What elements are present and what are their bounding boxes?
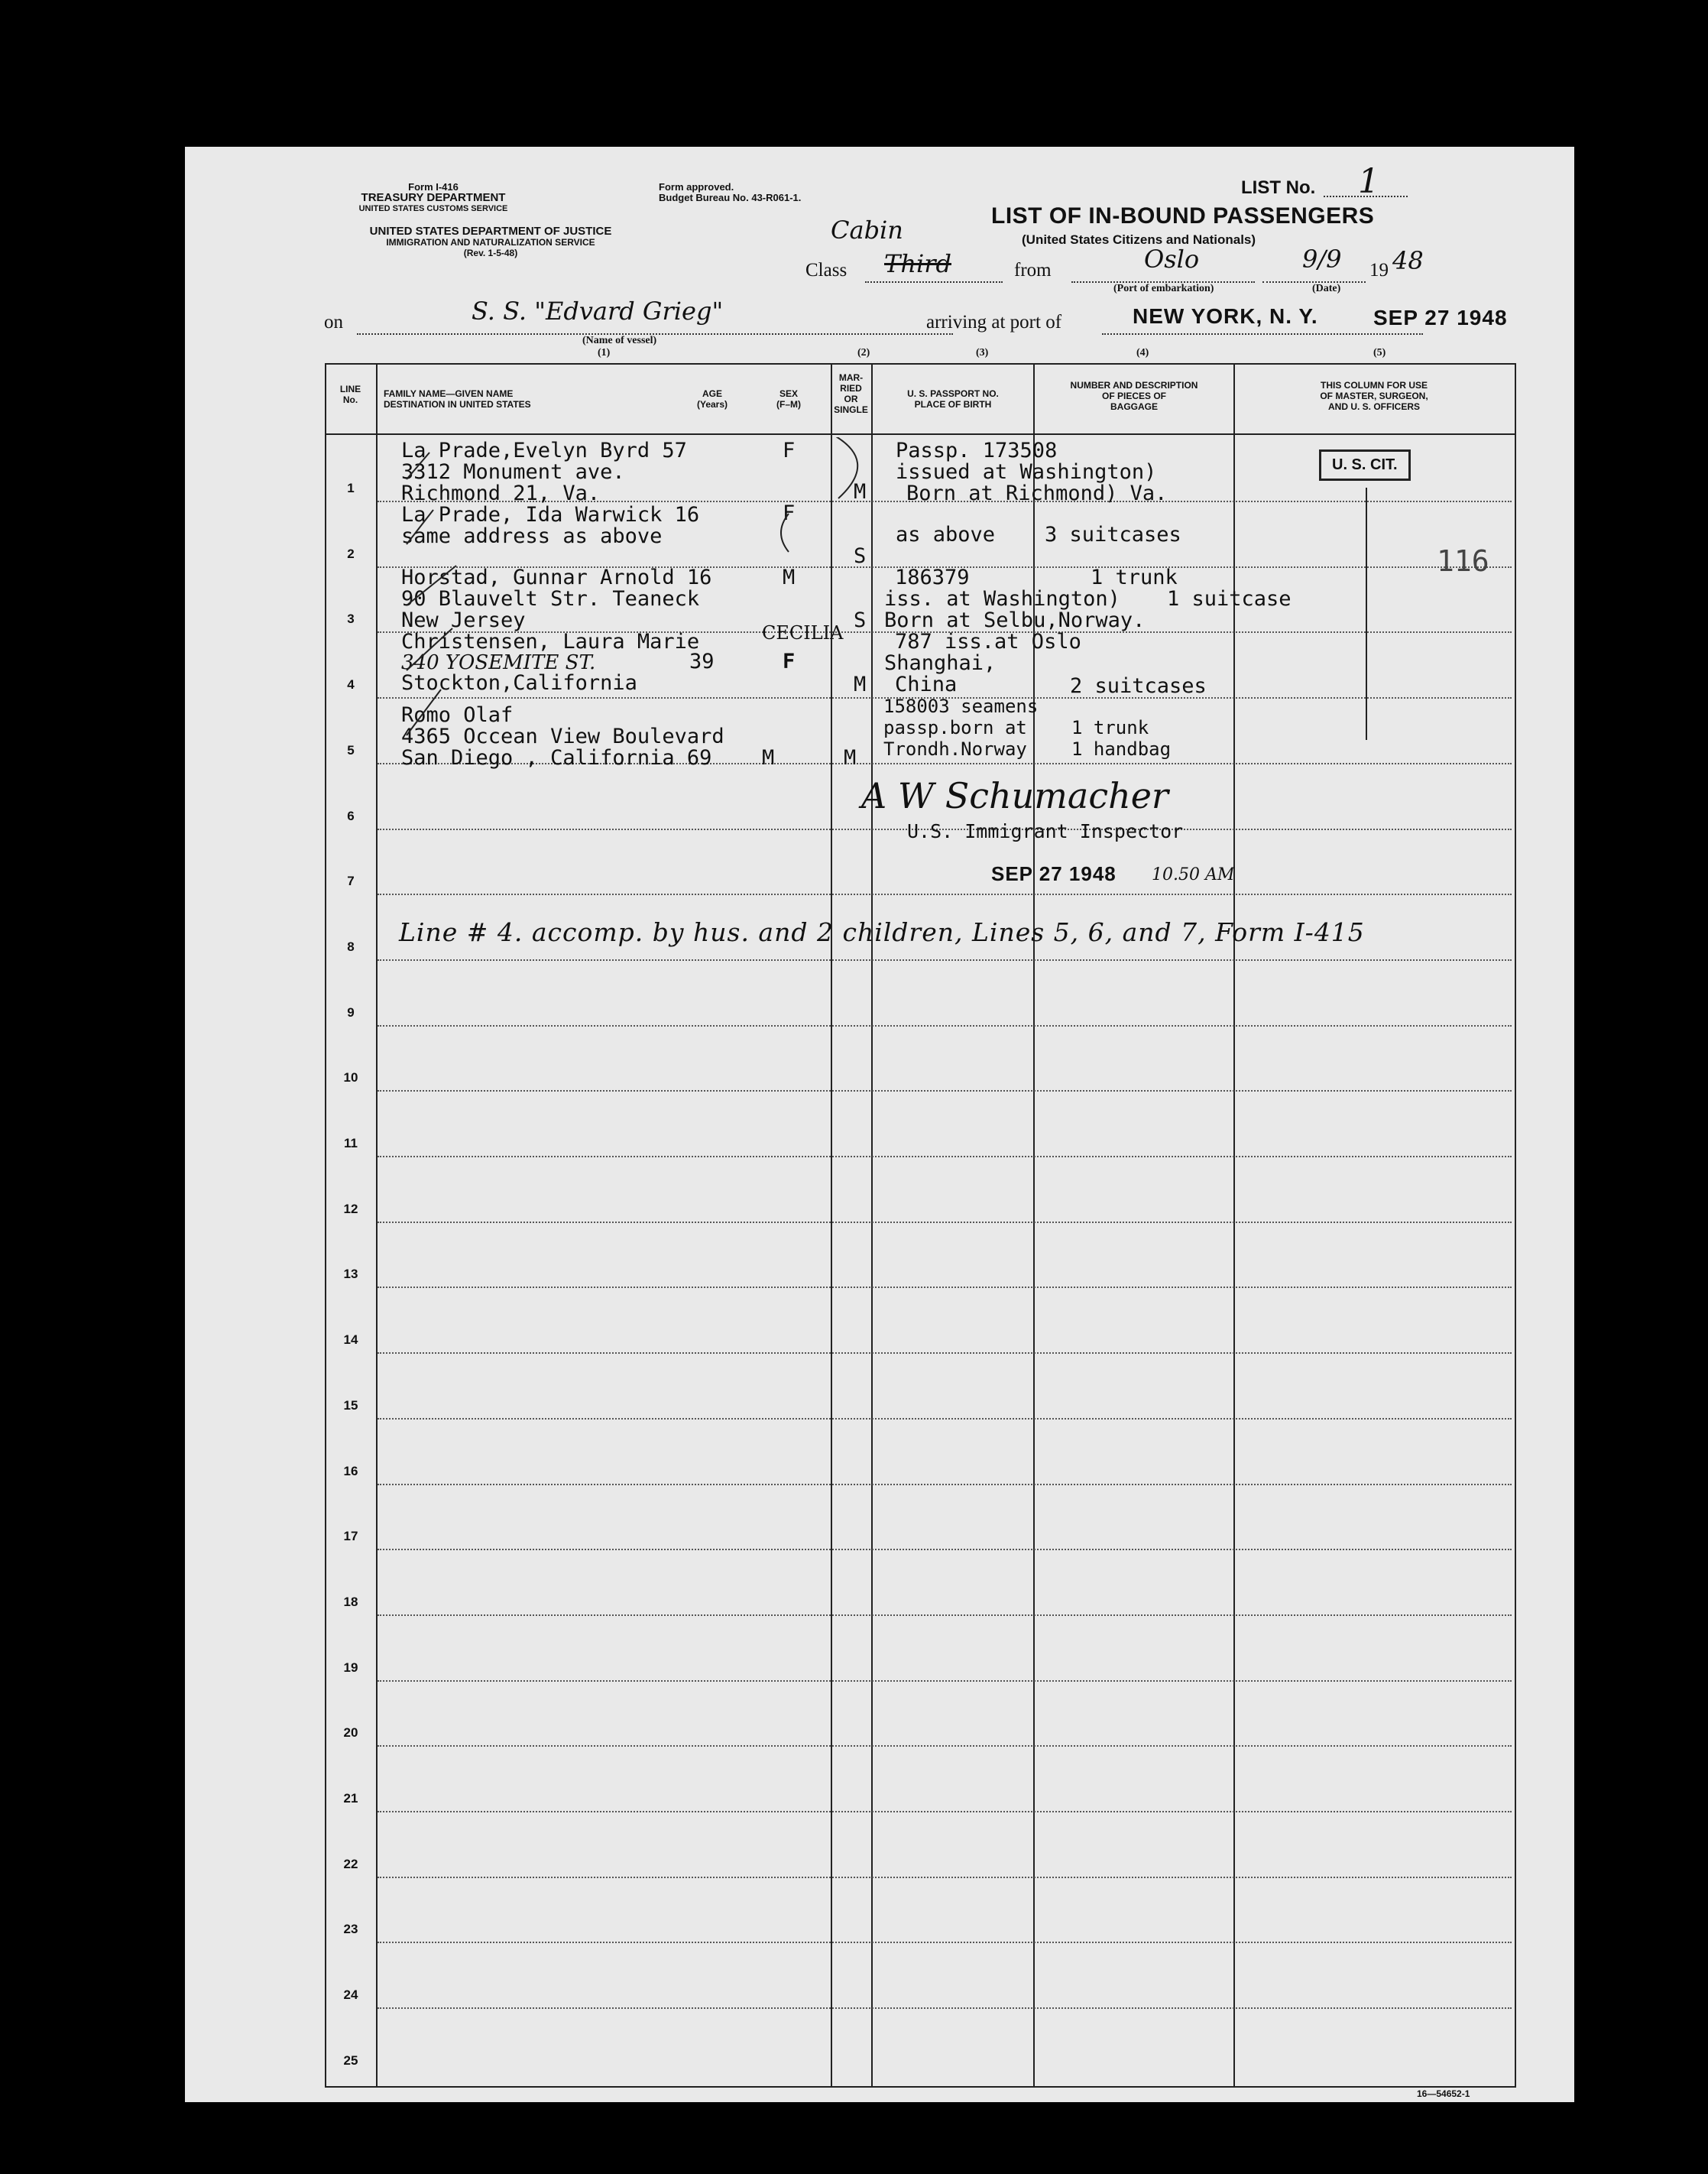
- line-number: 21: [343, 1791, 358, 1806]
- entry-1-passport: Passp. 173508: [896, 439, 1058, 462]
- entry-2-baggage: 3 suitcases: [1045, 523, 1181, 547]
- entry-4-baggage: 2 suitcases: [1070, 674, 1207, 698]
- line-number: 19: [343, 1660, 358, 1675]
- inspector-title: U.S. Immigrant Inspector: [907, 820, 1184, 842]
- col-header-married: MAR- RIED OR SINGLE: [834, 372, 868, 415]
- entry-3-issued: iss. at Washington): [884, 587, 1120, 611]
- entry-5-address-1: 4365 Occean View Boulevard: [401, 725, 724, 748]
- inspection-date-stamp: SEP 27 1948: [991, 862, 1117, 885]
- us-citizen-stamp: U. S. CIT.: [1319, 449, 1411, 481]
- entry-5-birthplace: Trondh.Norway: [883, 738, 1027, 760]
- entry-2-passport: as above: [896, 523, 996, 547]
- check-marks: [361, 437, 1431, 774]
- year-prefix: 19: [1369, 260, 1389, 281]
- class-label: Class: [805, 260, 848, 281]
- entry-3-name: Horstad, Gunnar Arnold 16: [401, 566, 712, 589]
- arrival-date-stamp: SEP 27 1948: [1373, 306, 1508, 329]
- row-rule: [378, 1222, 1512, 1223]
- entry-2-sex: F: [783, 501, 796, 525]
- doj-header: UNITED STATES DEPARTMENT OF JUSTICE: [369, 225, 612, 238]
- row-rule: [378, 1287, 1512, 1288]
- entry-3-birthplace: Born at Selbu,Norway.: [884, 608, 1146, 632]
- row-rule: [378, 1614, 1512, 1616]
- entry-5-baggage-2: 1 handbag: [1071, 738, 1172, 760]
- year-handwritten: 48: [1392, 246, 1424, 275]
- ins-header: IMMIGRATION AND NATURALIZATION SERVICE: [386, 237, 595, 248]
- row-rule: [378, 1549, 1512, 1550]
- line-number: 1: [347, 481, 355, 495]
- entry-3-baggage-1: 1 trunk: [1091, 566, 1178, 589]
- row-rule: [378, 894, 1512, 895]
- col-header-name: FAMILY NAME—GIVEN NAME DESTINATION IN UNITED STATES: [384, 388, 531, 410]
- line-number: 14: [343, 1332, 358, 1347]
- officer-bracket-line: [1366, 488, 1367, 740]
- inspection-time-note: 10.50 AM: [1152, 865, 1235, 884]
- list-no-value: 1: [1358, 162, 1379, 201]
- line-number: 12: [343, 1202, 358, 1216]
- col-header-officers: THIS COLUMN FOR USE OF MASTER, SURGEON, AND U. S. OFFICERS: [1320, 380, 1428, 412]
- on-label: on: [324, 312, 343, 333]
- budget-bureau: Budget Bureau No. 43-R061-1.: [659, 192, 802, 203]
- row-rule: [378, 1352, 1512, 1354]
- col-number-3: (3): [976, 347, 989, 359]
- row-rule: [378, 1156, 1512, 1157]
- line-number: 2: [347, 547, 355, 561]
- line-number: 8: [347, 939, 355, 954]
- form-approved: Form approved.: [659, 181, 734, 193]
- rev-date: (Rev. 1-5-48): [463, 248, 518, 258]
- row-rule: [378, 1811, 1512, 1812]
- entry-1-name: La Prade,Evelyn Byrd 57: [401, 439, 687, 462]
- departure-date: 9/9: [1302, 245, 1342, 274]
- treasury-dept: TREASURY DEPARTMENT: [361, 191, 506, 204]
- row-rule: [378, 1025, 1512, 1027]
- line-number: 7: [347, 874, 355, 888]
- inspector-signature: A W Schumacher: [861, 775, 1168, 816]
- entry-3-sex: M: [783, 566, 796, 589]
- row-rule: [378, 1090, 1512, 1092]
- col-number-5: (5): [1373, 347, 1386, 359]
- line-number: 3: [347, 612, 355, 626]
- col-number-1: (1): [598, 347, 611, 359]
- entry-1-issued: issued at Washington): [896, 460, 1157, 484]
- entry-4-passport: 787 iss.at Oslo: [895, 630, 1081, 654]
- entry-4-age: 39: [689, 650, 715, 673]
- entry-2-name: La Prade, Ida Warwick 16: [401, 503, 700, 527]
- line-number: 15: [343, 1398, 358, 1413]
- manifest-page: [185, 147, 1574, 2102]
- row-rule: [378, 1484, 1512, 1485]
- footer-code: 16—54652-1: [1417, 2088, 1470, 2099]
- list-no-label: LIST No.: [1241, 177, 1316, 198]
- entry-4-address-hand: 340 YOSEMITE ST.: [401, 651, 596, 674]
- entry-5-sex: M: [762, 746, 775, 770]
- vessel-label: (Name of vessel): [582, 335, 657, 346]
- col-header-age: AGE (Years): [696, 388, 728, 410]
- col-header-line-no: LINE No.: [339, 384, 361, 405]
- line-number: 20: [343, 1725, 358, 1740]
- port-embarkation: Oslo: [1144, 245, 1200, 274]
- entry-1-birthplace: Born at Richmond) Va.: [906, 482, 1168, 505]
- entry-3-address-2: New Jersey: [401, 608, 526, 632]
- col-header-baggage: NUMBER AND DESCRIPTION OF PIECES OF BAGGAGE: [1070, 380, 1198, 412]
- entry-1-address-1: 3312 Monument ave.: [401, 460, 625, 484]
- page-subtitle: (United States Citizens and Nationals): [1022, 232, 1256, 247]
- row-rule: [378, 1418, 1512, 1420]
- page-title: LIST OF IN-BOUND PASSENGERS: [991, 203, 1375, 229]
- entry-4-name-hand: CECILIA: [762, 622, 844, 644]
- col-number-4: (4): [1136, 347, 1149, 359]
- row-rule: [378, 2007, 1512, 2009]
- line-number: 25: [343, 2053, 358, 2068]
- arriving-label: arriving at port of: [926, 312, 1062, 333]
- col-header-passport: U. S. PASSPORT NO. PLACE OF BIRTH: [907, 388, 999, 410]
- line-number: 23: [343, 1922, 358, 1936]
- line-number: 13: [343, 1267, 358, 1281]
- entry-4-birthplace-2: China: [895, 673, 958, 696]
- entry-4-sex: F: [783, 650, 796, 673]
- arrival-port-stamp: NEW YORK, N. Y.: [1133, 304, 1318, 328]
- entry-5-passport-type: passp.born at: [883, 717, 1027, 738]
- row-rule: [378, 1680, 1512, 1682]
- customs-service: UNITED STATES CUSTOMS SERVICE: [358, 204, 508, 213]
- line-number: 4: [347, 677, 355, 692]
- entry-3-marital: S: [854, 608, 867, 632]
- form-number: Form I-416: [408, 181, 459, 193]
- entry-4-address-2: Stockton,California: [401, 671, 637, 695]
- entry-4-name: Christensen, Laura Marie: [401, 630, 700, 654]
- class-handwritten: Third: [884, 249, 951, 278]
- entry-3-address-1: 90 Blauvelt Str. Teaneck: [401, 587, 700, 611]
- vessel-name: S. S. "Edvard Grieg": [472, 297, 724, 326]
- line-number: 9: [347, 1005, 355, 1020]
- entry-5-marital: M: [844, 746, 857, 770]
- entry-1-address-2: Richmond 21, Va.: [401, 482, 601, 505]
- entry-4-birthplace-1: Shanghai,: [884, 651, 997, 675]
- line-8-note: Line # 4. accomp. by hus. and 2 children, Lines 5, 6, and 7, Form I-415: [399, 917, 1365, 947]
- col-header-sex: SEX (F–M): [776, 388, 801, 410]
- officer-number: 116: [1437, 544, 1489, 578]
- entry-3-passport: 186379: [895, 566, 970, 589]
- entry-2-address: same address as above: [401, 524, 663, 548]
- row-rule: [378, 1877, 1512, 1878]
- line-number: 24: [343, 1987, 358, 2002]
- entry-5-address-2: San Diego , California 69: [401, 746, 712, 770]
- line-number: 17: [343, 1529, 358, 1543]
- class-handwritten-top: Cabin: [831, 216, 903, 245]
- entry-4-marital: M: [854, 673, 867, 696]
- line-number: 5: [347, 743, 355, 758]
- row-rule: [378, 1745, 1512, 1747]
- port-embarkation-label: (Port of embarkation): [1113, 283, 1214, 294]
- line-number: 22: [343, 1857, 358, 1871]
- line-number: 10: [343, 1070, 358, 1085]
- entry-5-baggage-1: 1 trunk: [1071, 717, 1149, 738]
- line-number: 16: [343, 1464, 358, 1478]
- date-label: (Date): [1312, 283, 1341, 294]
- entry-1-sex: F: [783, 439, 796, 462]
- line-number: 6: [347, 809, 355, 823]
- line-number: 11: [344, 1136, 358, 1150]
- entry-3-baggage-2: 1 suitcase: [1167, 587, 1292, 611]
- entry-5-passport: 158003 seamens: [883, 696, 1039, 717]
- line-number: 18: [343, 1595, 358, 1609]
- entry-5-name: Romo Olaf: [401, 703, 514, 727]
- from-label: from: [1014, 260, 1052, 281]
- col-number-2: (2): [857, 347, 870, 359]
- entry-1-marital: M: [854, 480, 867, 504]
- row-rule: [378, 1942, 1512, 1943]
- entry-2-marital: S: [854, 544, 867, 568]
- row-rule: [378, 959, 1512, 961]
